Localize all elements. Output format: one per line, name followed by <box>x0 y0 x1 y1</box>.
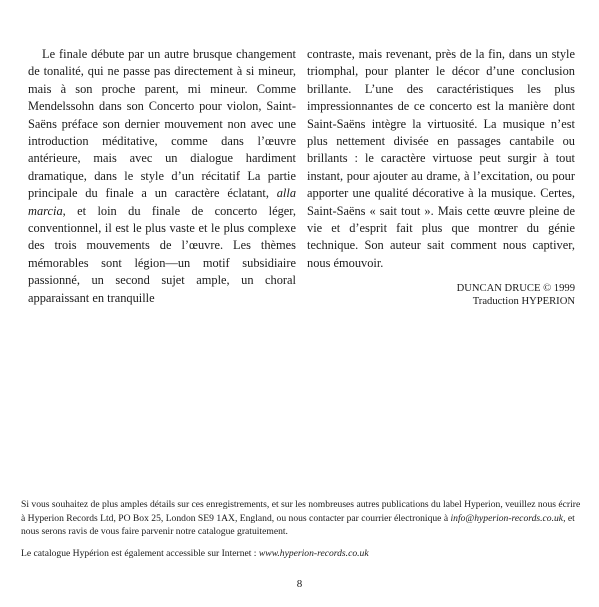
paragraph-finale <box>28 46 296 307</box>
page-number: 8 <box>296 578 303 590</box>
translation-credit: Traduction HYPERION <box>472 296 575 308</box>
article-body <box>28 46 575 308</box>
author-credit: DUNCAN DRUCE © 1999 <box>456 283 575 295</box>
signature-block <box>307 282 575 308</box>
right-column <box>307 46 575 308</box>
email-link[interactable]: info@hyperion-records.co.uk <box>450 512 564 524</box>
paragraph-continuation: contraste, mais revenant, près de la fin, dans un style triomphal, pour planter le décor d’une conclusion brillante. L’une des caractéristiques les plus impressionnantes de ce concerto est la manière dont Saint-Saëns intègre la virtuosité. La musique n’est plus nettement divisée en passages cantabile ou brillants : le caractère virtuose peut surgir à tout instant, pour ajouter au drame, à l’excitation, ou pour apporter une qualité décorative à la musique. Certes, Saint-Saëns « sait tout ». Mais cette œuvre pleine de vie et d’esprit fait plus que montrer du génie technique. Son auteur sait comment nous captiver, nous émouvoir. <box>307 47 575 270</box>
italic-term: alla marcia <box>28 186 297 218</box>
website-link[interactable]: www.hyperion-records.co.uk <box>258 547 369 559</box>
left-column <box>28 46 296 308</box>
footer-contact <box>21 498 581 539</box>
footer-contact-text-end: , et nous serons ravis de vous faire parvenir notre catalogue gratuitement. <box>21 512 575 538</box>
footer-contact-text: Si vous souhaitez de plus amples détails sur ces enregistrements, et sur les nombreuses autres publications du label Hyperion, veuillez nous écrire à Hyperion Records Ltd, PO Box 25, London SE9 1AX, England, ou nous contacter par courrier électronique à <box>21 499 581 524</box>
paragraph-text-a: Le finale débute par un autre brusque changement de tonalité, qui ne passe pas directement à si mineur, mais à son proche parent, mi mineur. Comme Mendelssohn dans son Concerto pour violon, Saint-Saëns préface son dernier mouvement non avec une introduction méditative, comme dans l’œuvre antérieure, mais avec un dialogue hardiment dramatique, dans le style d’un récitatif La partie principale du finale a un caractère éclatant, <box>28 47 296 201</box>
footer-catalogue-text: Le catalogue Hypérion est également accessible sur Internet : <box>21 547 257 559</box>
footer-notice <box>21 498 581 560</box>
paragraph-text-b: , et loin du finale de concerto léger, conventionnel, il est le plus vaste et le plus complexe des trois mouvements de l’œuvre. Les thèmes mémorables sont légion—un motif subsidiaire passionné, un second sujet ample, un choral apparaissant en tranquille <box>28 203 296 305</box>
footer-catalogue <box>21 547 581 561</box>
